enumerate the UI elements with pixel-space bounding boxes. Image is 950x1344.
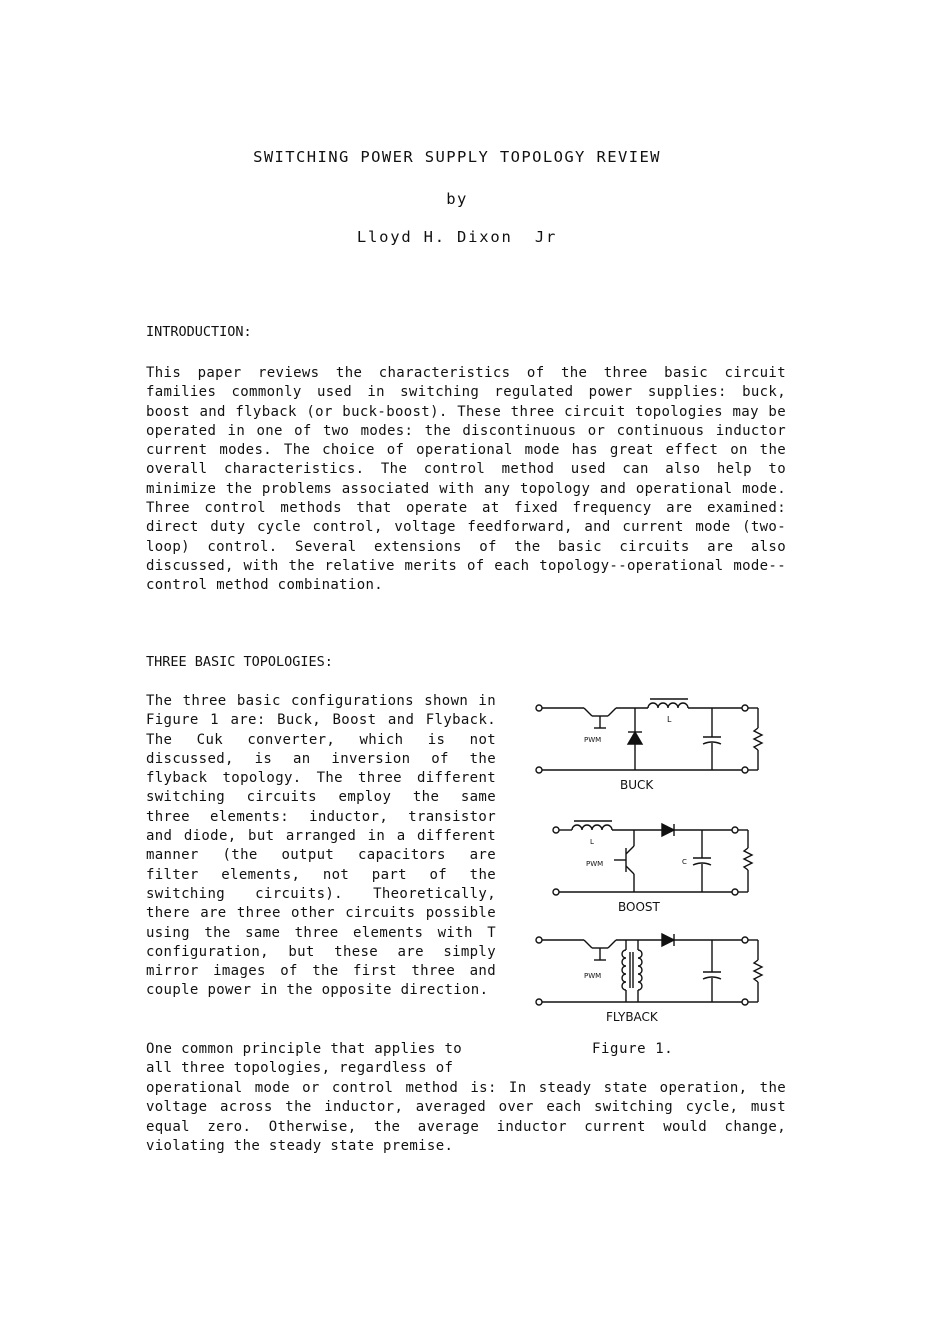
topologies-paragraph-1: The three basic configurations shown in Figure 1 are: Buck, Boost and Flyback. The Cuk converter, which is not discussed, is an inversion of the flyback topology. The three different switching circuits employ the same three elements: inductor, transistor and diode, but arranged in a different manner (the output capacitors are filter elements, not part of the switching circuits). Theoretically, there are three other circuits possible using the same three elements with T configuration, but these are simply mirror images of the first three and couple power in the opposite direction. xyxy=(146,693,496,999)
introduction-heading: INTRODUCTION: xyxy=(146,324,252,340)
boost-pwm-label: PWM xyxy=(586,860,604,868)
topologies-heading: THREE BASIC TOPOLOGIES: xyxy=(146,654,333,670)
paper-title: SWITCHING POWER SUPPLY TOPOLOGY REVIEW xyxy=(253,148,661,166)
figure-1-circuits xyxy=(522,688,782,1033)
boost-label: BOOST xyxy=(618,900,660,914)
topologies-paragraph-2-rest: operational mode or control method is: In steady state operation, the voltage across the inductor, averaged over each switching cycle, must equal zero. Otherwise, the average inductor current would change, violating the steady state premise. xyxy=(146,1080,786,1154)
introduction-paragraph: This paper reviews the characteristics of the three basic circuit families commonly used in switching regulated power supplies: buck, boost and flyback (or buck-boost). These three circuit topologies may be operated in one of two modes: the discontinuous or continuous inductor current modes. The choice of operational mode has great effect on the overall characteristics. The control method used can also help to minimize the problems associated with any topology and operational mode. Three control methods that operate at fixed frequency are examined: direct duty cycle control, voltage feedforward, and current mode (two-loop) control. Several extensions of the basic circuits are also discussed, with the relative merits of each topology--operational mode--control method combination. xyxy=(146,365,786,594)
byline: by xyxy=(446,190,468,208)
flyback-label: FLYBACK xyxy=(606,1010,658,1024)
buck-circuit xyxy=(536,699,762,792)
topologies-paragraph-2-start: One common principle that applies to all three topologies, regardless of xyxy=(146,1041,463,1077)
flyback-pwm-label: PWM xyxy=(584,972,602,980)
figure-caption: Figure 1. xyxy=(592,1041,674,1057)
buck-pwm-label: PWM xyxy=(584,736,602,744)
buck-label: BUCK xyxy=(620,778,654,792)
flyback-circuit xyxy=(536,934,762,1024)
buck-inductor-label: L xyxy=(667,715,672,724)
boost-capacitor-label: C xyxy=(682,858,687,866)
boost-circuit xyxy=(553,821,752,914)
boost-inductor-label: L xyxy=(590,838,594,846)
author-name: Lloyd H. Dixon Jr xyxy=(356,228,558,246)
